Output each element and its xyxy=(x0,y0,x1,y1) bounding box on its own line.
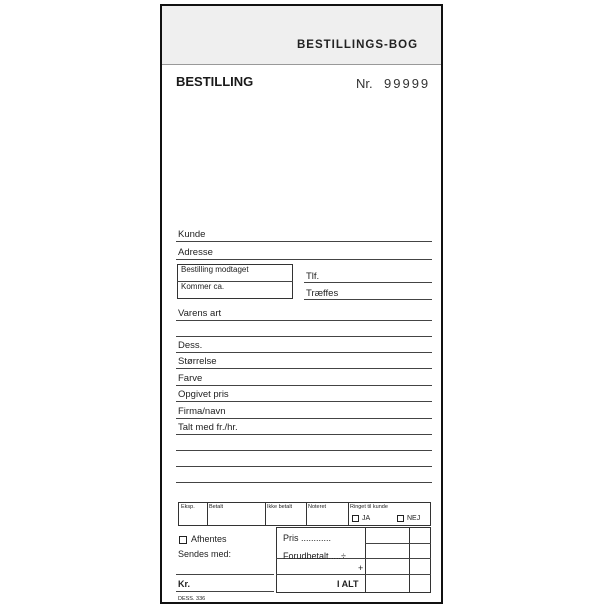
header-band xyxy=(162,6,441,65)
nej-checkbox[interactable] xyxy=(397,515,404,522)
status-divider-3 xyxy=(306,502,307,526)
price-hline-1 xyxy=(365,543,431,544)
pris-label: Pris ............ xyxy=(283,533,332,543)
eksp-label: Eksp. xyxy=(181,504,195,510)
farve-field[interactable] xyxy=(176,385,432,386)
firma-navn-label: Firma/navn xyxy=(178,406,226,417)
firma-navn-field[interactable] xyxy=(176,418,432,419)
talt-med-field[interactable] xyxy=(176,434,432,435)
order-number-value: 99999 xyxy=(384,76,431,91)
status-divider-4 xyxy=(348,502,349,526)
price-divider-1 xyxy=(365,527,366,593)
ja-label: JA xyxy=(362,515,371,522)
status-divider-2 xyxy=(265,502,266,526)
adresse-field[interactable] xyxy=(176,259,432,260)
sendes-med-field[interactable] xyxy=(176,574,274,575)
bestilling-modtaget-label: Bestilling modtaget xyxy=(181,265,249,274)
afhentes-label: Afhentes xyxy=(191,534,227,544)
form-code: DESS. 336 xyxy=(178,596,206,602)
kunde-field[interactable] xyxy=(176,241,432,242)
sendes-med-label: Sendes med: xyxy=(178,549,232,559)
varens-art-label: Varens art xyxy=(178,308,222,319)
varens-art-field-2[interactable] xyxy=(176,336,432,337)
traeffes-label: Træffes xyxy=(306,288,339,299)
notes-line-2[interactable] xyxy=(176,466,432,467)
price-divider-2 xyxy=(409,527,410,593)
nej-label: NEJ xyxy=(407,515,421,522)
kr-field[interactable] xyxy=(176,591,274,592)
status-divider-1 xyxy=(207,502,208,526)
adresse-label: Adresse xyxy=(178,247,213,258)
farve-label: Farve xyxy=(178,373,203,384)
order-number-label: Nr. xyxy=(356,76,373,91)
traeffes-field[interactable] xyxy=(304,299,432,300)
stoerrelse-field[interactable] xyxy=(176,368,432,369)
plus-sign: + xyxy=(358,563,364,573)
brand-title: BESTILLINGS-BOG xyxy=(297,39,419,51)
kommer-ca-label: Kommer ca. xyxy=(181,282,225,291)
ringet-label: Ringet til kunde xyxy=(350,504,388,510)
dess-label: Dess. xyxy=(178,340,203,351)
notes-line-1[interactable] xyxy=(176,450,432,451)
kunde-label: Kunde xyxy=(178,229,206,240)
tlf-label: Tlf. xyxy=(306,271,320,282)
order-title: BESTILLING xyxy=(176,74,254,89)
kr-label: Kr. xyxy=(178,579,191,589)
noteret-label: Noteret xyxy=(308,504,327,510)
afhentes-checkbox[interactable] xyxy=(179,536,187,544)
betalt-label: Betalt xyxy=(209,504,224,510)
ja-checkbox[interactable] xyxy=(352,515,359,522)
i-alt-label: I ALT xyxy=(337,579,359,589)
notes-line-3[interactable] xyxy=(176,482,432,483)
ikke-betalt-label: Ikke betalt xyxy=(267,504,293,510)
tlf-field[interactable] xyxy=(304,282,432,283)
stoerrelse-label: Størrelse xyxy=(178,356,217,367)
dess-field[interactable] xyxy=(176,352,432,353)
opgivet-pris-field[interactable] xyxy=(176,401,432,402)
price-hline-3 xyxy=(276,574,431,575)
order-form xyxy=(160,4,443,604)
varens-art-field[interactable] xyxy=(176,320,432,321)
forudbetalt-label: Forudbetalt.....÷ xyxy=(283,551,346,561)
opgivet-pris-label: Opgivet pris xyxy=(178,389,229,400)
talt-med-label: Talt med fr./hr. xyxy=(178,422,238,433)
